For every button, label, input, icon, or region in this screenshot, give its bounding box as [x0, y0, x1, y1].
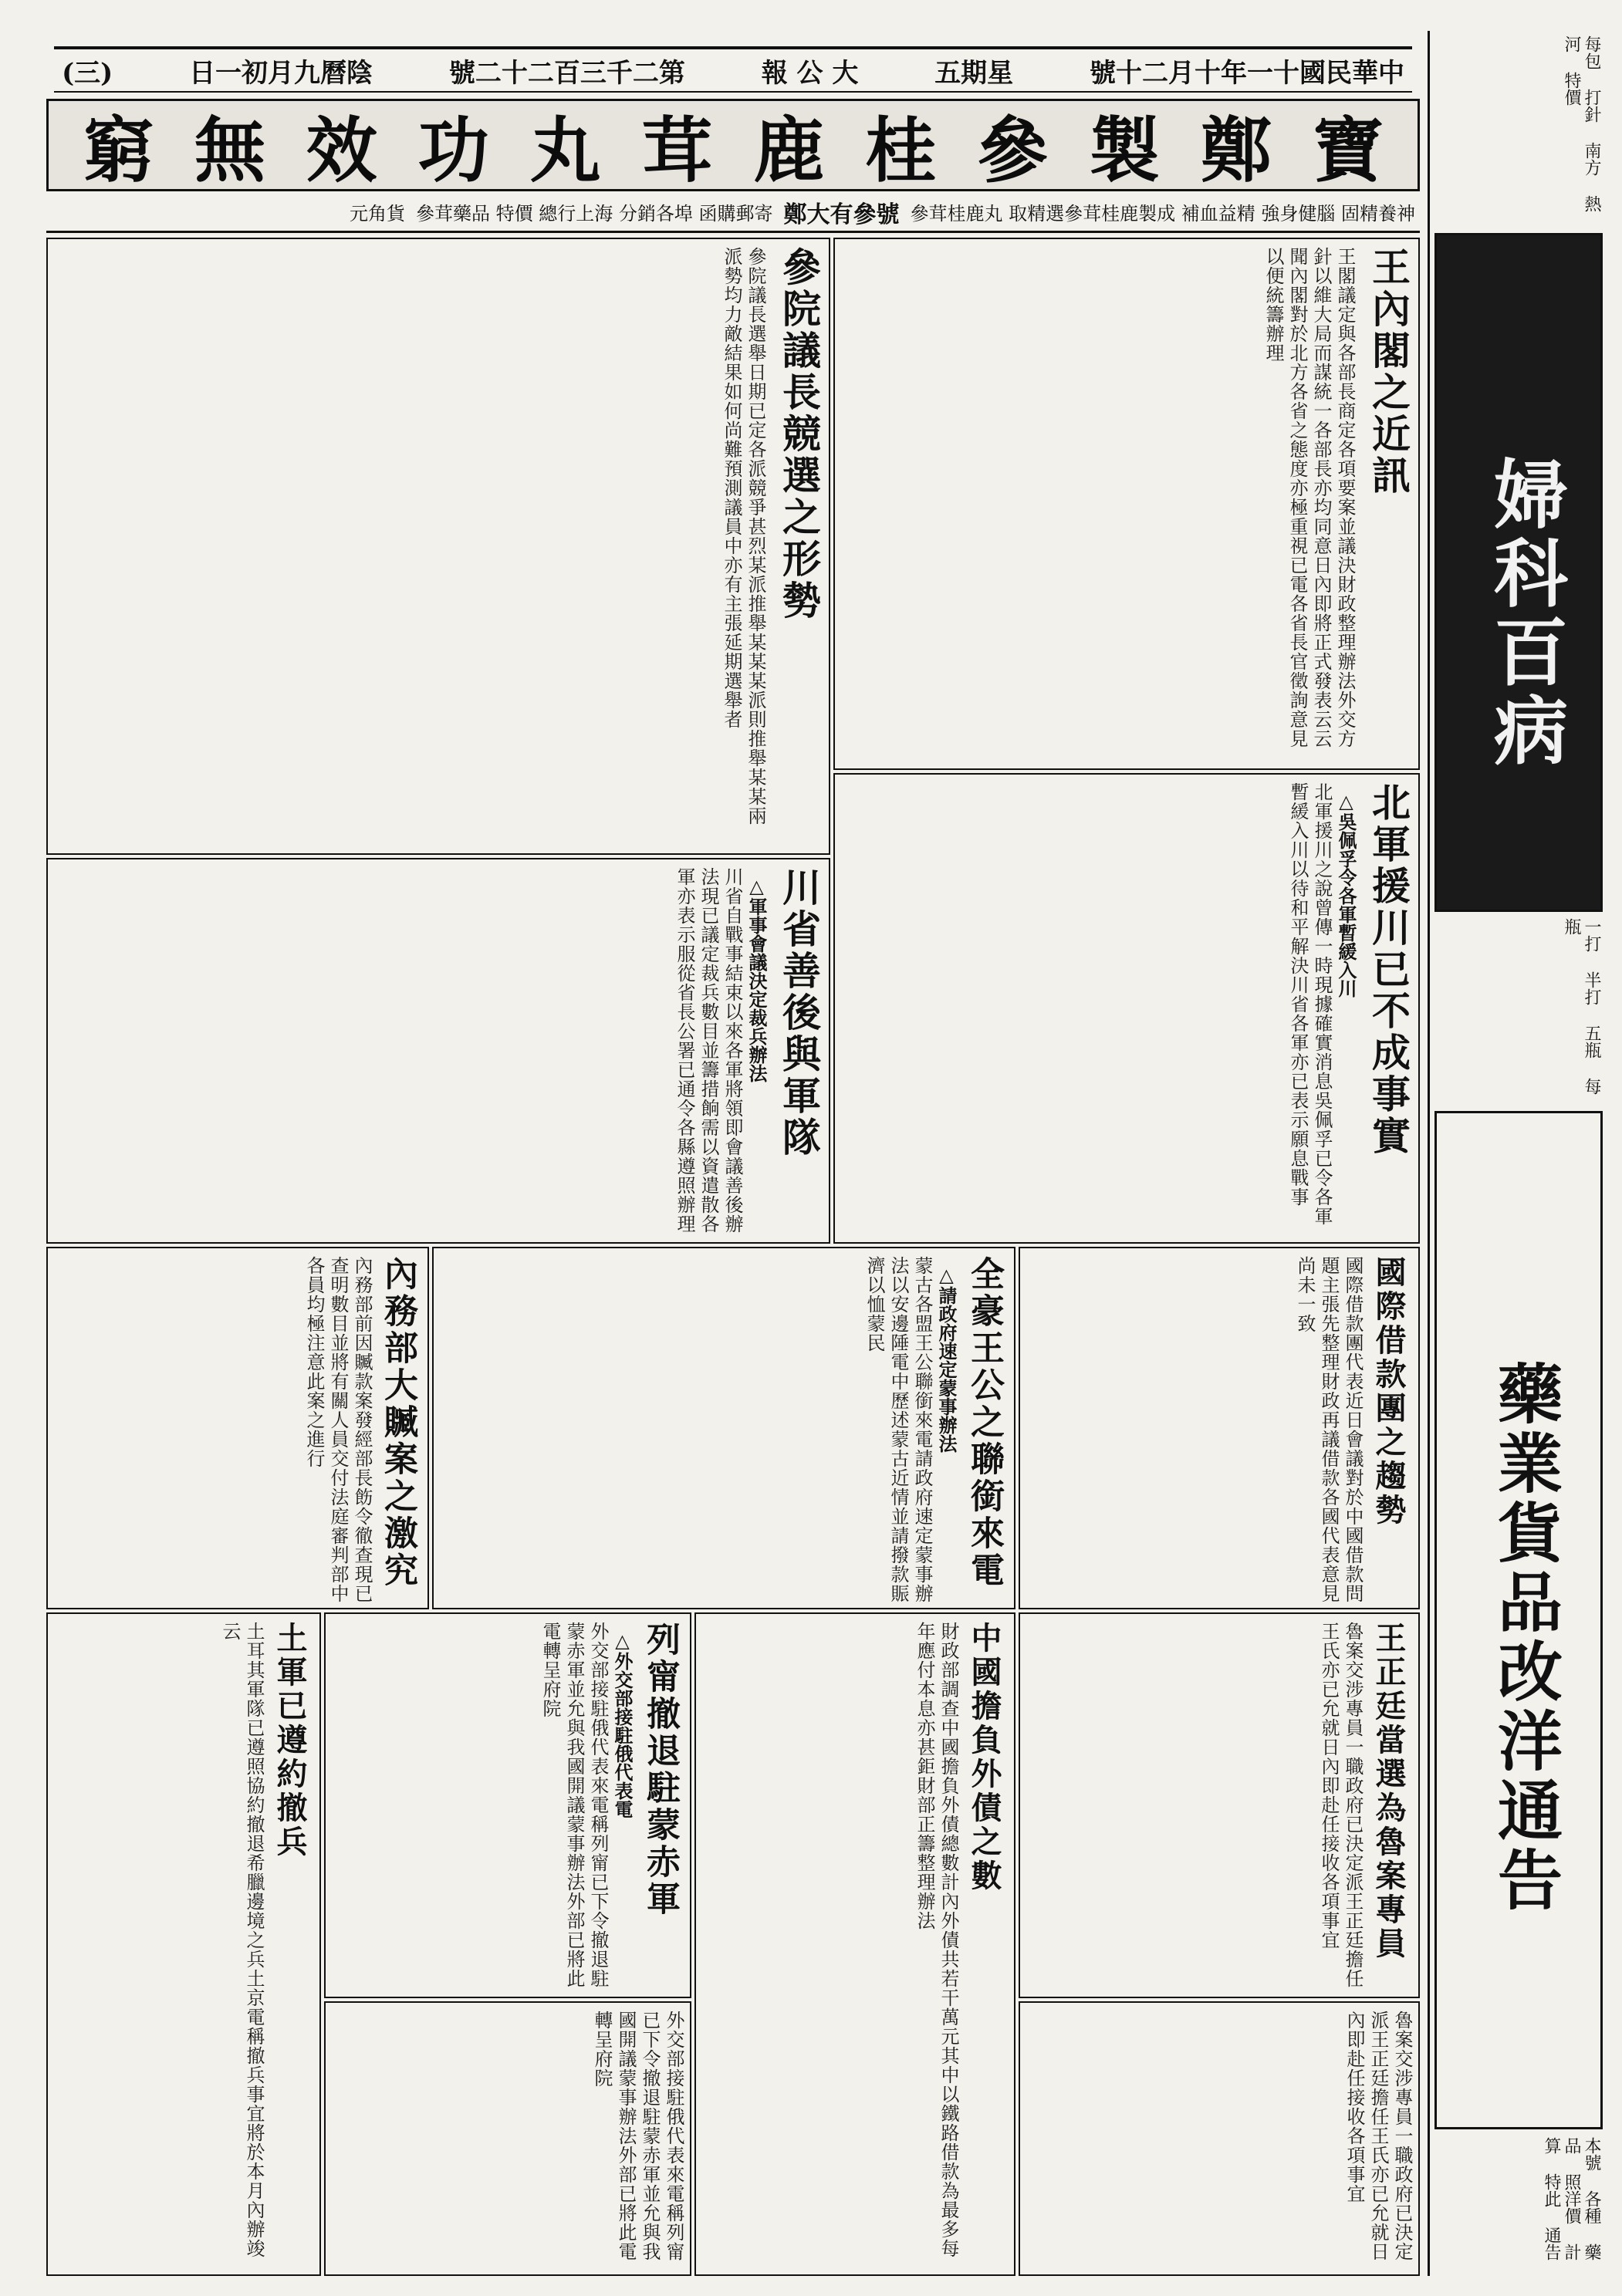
page-number: (三)	[62, 57, 113, 89]
banner-char: 丸	[529, 109, 601, 192]
article-subhead: △軍事會議決定裁兵辦法	[745, 875, 768, 1082]
bottom-ad: 本號 各種 藥品 照洋價 計算 特此 通告	[1542, 2137, 1601, 2261]
banner-char: 製	[1089, 109, 1161, 192]
article-a10	[46, 1612, 321, 2276]
article-headline: 參院議長競選之形勢	[776, 247, 822, 622]
article-body: 魯案交涉專員一職政府已決定派王正廷擔任王氏亦已允就日內即赴任接收各項事宜	[1318, 1622, 1363, 1988]
article-body: 王閣議定與各部長商定各項要案並議決財政整理辦法外交方針以維大局而謀統一各部長亦均同意日內即將正式發表云云聞內閣對於北方各省之態度亦極重視已電各省長官徵詢意見以便統籌辦理	[1262, 247, 1356, 748]
article-a2	[46, 238, 830, 855]
big-ad-1: 婦科百病	[1482, 456, 1570, 771]
article-a3	[46, 858, 830, 1244]
article-body: 內務部前因贓款案發經部長飭令徹查現已查明數目並將有關人員交付法庭審判部中各員均極注意此案之進行	[303, 1256, 373, 1603]
big-ad-2: 藥業貨品改洋通告	[1487, 1360, 1564, 1916]
article-headline: 國際借款團之趨勢	[1370, 1256, 1407, 1528]
filler-text	[1019, 2001, 1420, 2276]
article-body: 蒙古各盟王公聯銜來電請政府速定蒙事辦法以安邊陲電中歷述蒙古近情並請撥款賑濟以恤蒙民	[863, 1256, 933, 1603]
article-headline: 全豪王公之聯銜來電	[965, 1256, 1004, 1589]
dateline	[54, 46, 1412, 93]
ad-box-1	[1434, 233, 1603, 912]
ad-strip	[46, 193, 1420, 233]
article-body: 北軍援川之說曾傳一時現據確實消息吳佩孚已令各軍暫緩入川以待和平解決川省各軍亦已表示願息戰事	[1287, 782, 1333, 1226]
banner-char: 無	[194, 109, 265, 192]
article-subhead: △外交部接駐俄代表電	[611, 1629, 634, 1818]
article-body: 國際借款團代表近日會議對於中國借款問題主張先整理財政再議借款各國代表意見尚未一致	[1294, 1256, 1363, 1603]
ad-strip-brand: 鄭大有參號	[783, 201, 900, 228]
article-body: 外交部接駐俄代表來電稱列甯已下令撤退駐蒙赤軍並允與我國開議蒙事辦法外部已將此電轉呈府院	[591, 2011, 684, 2261]
banner-char: 鄭	[1201, 109, 1272, 192]
article-body: 財政部調查中國擔負外債總數計內外債共若干萬元其中以鐵路借款為最多每年應付本息亦甚鉅財部正籌整理辦法	[914, 1622, 959, 2258]
article-body: 土耳其軍隊已遵照協約撤退希臘邊境之兵土京電稱撤兵事宜將於本月內辦竣云	[219, 1622, 265, 2258]
article-a9	[694, 1612, 1015, 2276]
article-headline: 土軍已遵約撤兵	[272, 1622, 308, 1859]
banner-char: 桂	[865, 109, 937, 192]
ad-strip-text: 參茸桂鹿丸 取精選參茸桂鹿製成 補血益精 強身健腦 固精養神	[910, 203, 1415, 225]
article-body: 參院議長選舉日期已定各派競爭甚烈某派推舉某某某派則推舉某某兩派勢均力敵結果如何尚難預測議員中亦有主張延期選舉者	[721, 247, 766, 826]
article-a7	[324, 1612, 691, 1998]
article-a1	[833, 238, 1420, 770]
article-subhead: △吳佩孚令各軍暫緩入川	[1335, 790, 1357, 998]
article-a11	[1019, 1247, 1420, 1609]
article-headline: 王內閣之近訊	[1366, 247, 1411, 497]
banner-char: 功	[417, 109, 489, 192]
banner-char: 窮	[82, 109, 154, 192]
article-a5	[833, 773, 1420, 1244]
article-headline: 川省善後與軍隊	[776, 867, 822, 1159]
article-a4	[46, 1247, 429, 1609]
article-a8	[1019, 1612, 1420, 1998]
banner-char: 效	[306, 109, 377, 192]
paper-name: 報 公 大	[761, 57, 859, 89]
article-a6	[432, 1247, 1015, 1609]
article-headline: 王正廷當選為魯案專員	[1370, 1622, 1407, 1961]
date: 號十二月十年一十國民華中	[1090, 57, 1404, 89]
article-body: 川省自戰事結束以來各軍將領即會議善後辦法現已議定裁兵數目並籌措餉需以資遣散各軍亦表示服從省長公署已通令各縣遵照辦理	[674, 867, 743, 1234]
weekday: 五期星	[934, 57, 1014, 89]
ad-strip-tag: 元角貨	[349, 203, 405, 225]
lunar-date: 日一初月九曆陰	[189, 57, 373, 89]
issue-number: 號二十二百三千二第	[448, 57, 685, 89]
banner-char: 鹿	[753, 109, 825, 192]
filler-text	[324, 2001, 691, 2276]
banner-char: 茸	[641, 109, 713, 192]
banner-char: 寶	[1312, 109, 1384, 192]
article-body: 外交部接駐俄代表來電稱列甯已下令撤退駐蒙赤軍並允與我國開議蒙事辦法外部已將此電轉呈府院	[539, 1622, 609, 1988]
article-headline: 列甯撤退駐蒙赤軍	[640, 1622, 680, 1918]
mid-ad: 一打 半打 五瓶 每瓶	[1562, 918, 1601, 1095]
article-subhead: △請政府速定蒙事辦法	[935, 1264, 958, 1453]
article-headline: 內務部大贓案之激究	[378, 1256, 417, 1589]
ad-strip-text: 參茸藥品 特價 總行上海 分銷各埠 函購郵寄	[415, 203, 773, 225]
article-body: 魯案交涉專員一職政府已決定派王正廷擔任王氏亦已允就日內即赴任接收各項事宜	[1343, 2011, 1413, 2261]
masthead-banner	[46, 99, 1420, 191]
ad-box-2	[1434, 1111, 1603, 2129]
banner-char: 參	[977, 109, 1049, 192]
article-headline: 中國擔負外債之數	[966, 1622, 1002, 1893]
right-ad-column	[1428, 31, 1605, 2276]
top-ad: 每包 打針 南方 熱河 特價	[1562, 35, 1601, 212]
article-headline: 北軍援川已不成事實	[1366, 782, 1411, 1157]
